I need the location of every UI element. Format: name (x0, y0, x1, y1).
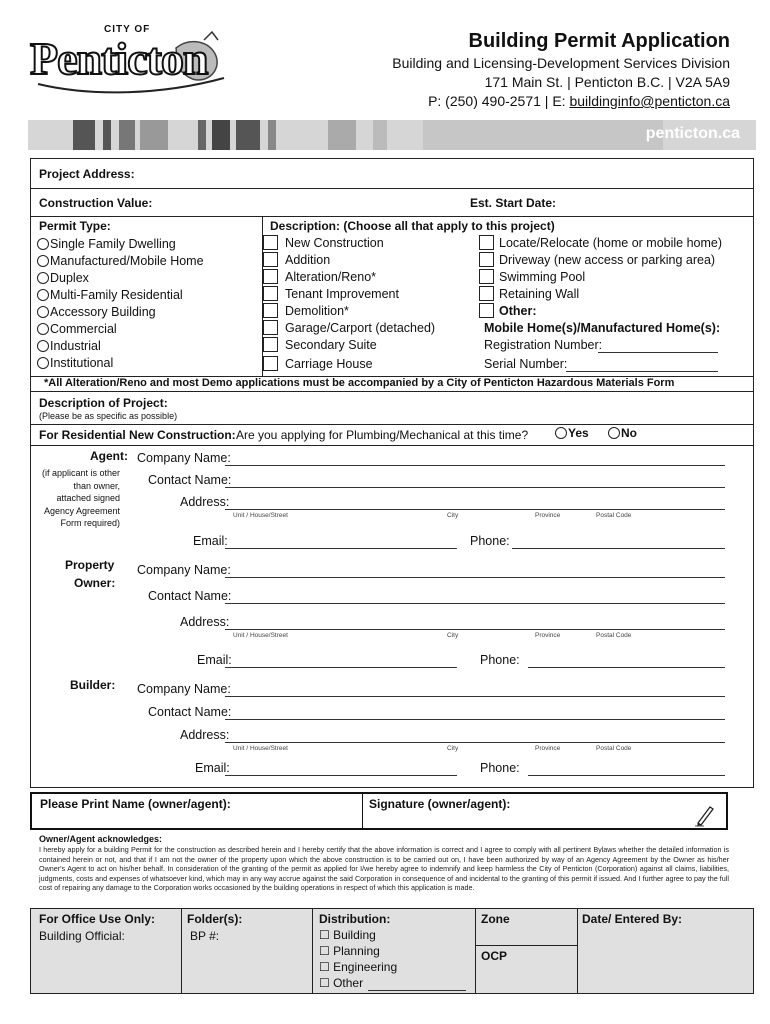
mobile-home-label: Mobile Home(s)/Manufactured Home(s): (484, 321, 721, 335)
desc-option: Demolition* (285, 304, 349, 318)
company-name-input[interactable] (225, 465, 725, 466)
checkbox-icon[interactable] (263, 303, 278, 318)
acknowledge-heading: Owner/Agent acknowledges: (39, 834, 163, 844)
radio-icon[interactable] (37, 238, 49, 250)
residential-label: For Residential New Construction: (39, 428, 236, 442)
owner-label-line1: Property (65, 558, 115, 572)
sub-city: City (447, 512, 459, 519)
checkbox-icon[interactable] (263, 356, 278, 371)
permit-type-list (37, 236, 204, 372)
company-name-input[interactable] (225, 577, 725, 578)
permit-type-label: Permit Type: (39, 219, 111, 233)
permit-type-option[interactable]: Duplex (37, 270, 204, 287)
contact-name-label: Contact Name: (148, 473, 232, 487)
address-label: Address: (180, 495, 230, 509)
sub-province: Province (535, 512, 561, 519)
banner-stripe (373, 120, 387, 150)
date-entered-label: Date/ Entered By: (582, 912, 683, 926)
sub-postal: Postal Code (596, 745, 632, 752)
page-title: Building Permit Application (468, 30, 730, 52)
email-link[interactable]: buildinginfo@penticton.ca (569, 93, 730, 109)
checkbox-icon[interactable] (263, 252, 278, 267)
sub-city: City (447, 745, 459, 752)
distribution-item[interactable]: ☐ Planning (319, 944, 380, 958)
radio-icon[interactable] (37, 340, 49, 352)
sub-city: City (447, 632, 459, 639)
checkbox-icon[interactable] (263, 337, 278, 352)
desc-option: Retaining Wall (499, 287, 580, 301)
banner-stripe (268, 120, 276, 150)
start-date-label: Est. Start Date: (470, 196, 557, 210)
project-address-label: Project Address: (39, 167, 135, 181)
desc-option: Driveway (new access or parking area) (499, 253, 716, 267)
zone-label: Zone (481, 912, 510, 926)
banner-stripe (423, 120, 663, 150)
address-label: Address: (180, 728, 230, 742)
banner-stripe (328, 120, 356, 150)
desc-option-other: Other: (499, 304, 537, 318)
banner-stripe (212, 120, 230, 150)
desc-option: Garage/Carport (detached) (285, 321, 436, 335)
distribution-item[interactable]: ☐ Engineering (319, 960, 398, 974)
radio-icon[interactable] (37, 289, 49, 301)
logo-name-text: Penticton (30, 33, 208, 84)
no-option[interactable]: No (608, 426, 637, 440)
permit-type-option[interactable]: Multi-Family Residential (37, 287, 204, 304)
company-name-label: Company Name: (137, 682, 231, 696)
contact-name-input[interactable] (225, 719, 725, 720)
contact-name-input[interactable] (225, 487, 725, 488)
desc-option: Alteration/Reno* (285, 270, 377, 284)
checkbox-icon[interactable] (263, 269, 278, 284)
email-input[interactable] (225, 548, 457, 549)
permit-type-option[interactable]: Manufactured/Mobile Home (37, 253, 204, 270)
acknowledge-text: I hereby apply for a building Permit for the construction as described herein and I hereby certify that the above information is correct and I agree to comply with all pertinent Bylaws whether the detailed information is contained herein or not, and that if I am not the owner of the property upon which the above construction is to be carried out on, I have been authorized by way of an Agency Agreement by the Owner as his/her Owner's Agent to act on his/her behalf. In consideration of the granting of the permit as applied for I/we hereby agree to indemnify and keep harmless the City of Penticton (Corporation) against all claims, liabilities, judgments, costs and expenses of whatsoever kind, which may in any way accrue against the said Corporation in consequence of and incidental to the granting of this permit if issued. And I further agree to pay the full cost of repairing any damage to the Corporation works occasioned by the building operations in respect of which this application is made. (39, 845, 729, 893)
email-label: Email: (193, 534, 228, 548)
signature-label[interactable]: Signature (owner/agent): (369, 797, 511, 811)
banner-stripe (119, 120, 135, 150)
agent-note: (if applicant is other than owner, attached signed Agency Agreement Form required) (41, 468, 120, 528)
company-name-label: Company Name: (137, 451, 231, 465)
sub-province: Province (535, 632, 561, 639)
radio-icon[interactable] (37, 306, 49, 318)
checkbox-icon[interactable] (263, 320, 278, 335)
permit-type-option[interactable]: Commercial (37, 321, 204, 338)
column-divider (475, 908, 476, 994)
logo-city-text: CITY OF (104, 24, 151, 35)
other-input[interactable] (368, 990, 466, 991)
serial-input[interactable] (566, 371, 718, 372)
phone-input[interactable] (528, 775, 725, 776)
description-hint: (Please be as specific as possible) (39, 411, 178, 421)
registration-label: Registration Number: (484, 338, 603, 352)
construction-value-label: Construction Value: (39, 196, 153, 210)
phone-label: Phone: (480, 761, 520, 775)
address-label: Address: (180, 615, 230, 629)
banner-stripe (236, 120, 260, 150)
contact-name-label: Contact Name: (148, 589, 232, 603)
divider (475, 945, 577, 946)
address-input[interactable] (225, 629, 725, 630)
phone-label: Phone: (470, 534, 510, 548)
desc-option: Secondary Suite (285, 338, 377, 352)
email-input[interactable] (225, 667, 457, 668)
divider (30, 188, 754, 189)
distribution-item[interactable]: ☐ Building (319, 928, 376, 942)
contact-name-input[interactable] (225, 603, 725, 604)
radio-icon[interactable] (37, 323, 49, 335)
sub-unit: Unit / House/Street (233, 745, 288, 752)
description-label: Description of Project: (39, 396, 168, 410)
yes-option[interactable]: Yes (555, 426, 589, 440)
contact-name-label: Contact Name: (148, 705, 232, 719)
phone-label: Phone: (480, 653, 520, 667)
division-text: Building and Licensing-Development Services Division (392, 55, 730, 71)
divider (30, 216, 754, 217)
ocp-label: OCP (481, 949, 508, 963)
checkbox-icon[interactable] (479, 269, 494, 284)
radio-icon[interactable] (555, 427, 567, 439)
address-input[interactable] (225, 509, 725, 510)
address-text: 171 Main St. | Penticton B.C. | V2A 5A9 (484, 74, 730, 90)
building-official-label: Building Official: (39, 929, 125, 943)
logo (28, 18, 228, 100)
radio-icon[interactable] (37, 255, 49, 267)
folders-label: Folder(s): (187, 912, 243, 926)
banner-stripe (103, 120, 111, 150)
sub-unit: Unit / House/Street (233, 512, 288, 519)
banner-stripe (140, 120, 168, 150)
radio-icon[interactable] (608, 427, 620, 439)
column-divider (362, 793, 363, 829)
divider (30, 391, 754, 392)
hazmat-note: *All Alteration/Reno and most Demo applications must be accompanied by a City of Penticton Hazardous Materials Form (44, 377, 675, 389)
residential-question: Are you applying for Plumbing/Mechanical at this time? (236, 428, 529, 442)
sub-postal: Postal Code (596, 512, 632, 519)
desc-option: Locate/Relocate (home or mobile home) (499, 236, 723, 250)
company-name-label: Company Name: (137, 563, 231, 577)
permit-type-option[interactable]: Industrial (37, 338, 204, 355)
phone-input[interactable] (528, 667, 725, 668)
serial-label: Serial Number: (484, 357, 568, 371)
checkbox-icon[interactable] (479, 235, 494, 250)
checkbox-icon[interactable] (479, 303, 494, 318)
desc-option: Addition (285, 253, 331, 267)
desc-option: Swimming Pool (499, 270, 586, 284)
sub-postal: Postal Code (596, 632, 632, 639)
agent-label: Agent: (90, 449, 128, 463)
desc-option: Tenant Improvement (285, 287, 399, 301)
description-choose-label: Description: (Choose all that apply to this project) (270, 219, 555, 233)
banner-site: penticton.ca (645, 125, 740, 142)
email-label: Email: (197, 653, 232, 667)
distribution-label: Distribution: (319, 912, 391, 926)
radio-icon[interactable] (37, 272, 49, 284)
checkbox-icon[interactable] (263, 235, 278, 250)
print-name-label[interactable]: Please Print Name (owner/agent): (40, 797, 231, 811)
bp-label: BP #: (190, 929, 220, 943)
banner-stripe (198, 120, 206, 150)
sub-unit: Unit / House/Street (233, 632, 288, 639)
column-divider (577, 908, 578, 994)
permit-type-option[interactable]: Institutional (37, 355, 204, 372)
contact-line (428, 93, 730, 109)
divider (30, 445, 754, 446)
checkbox-icon[interactable] (263, 286, 278, 301)
phone-text: P: (250) 490-2571 | E: (428, 93, 570, 109)
phone-input[interactable] (512, 548, 725, 549)
email-input[interactable] (225, 775, 457, 776)
column-divider (181, 908, 182, 994)
office-use-label: For Office Use Only: (39, 912, 156, 926)
owner-label-line2: Owner: (74, 576, 116, 590)
registration-input[interactable] (598, 352, 718, 353)
company-name-input[interactable] (225, 696, 725, 697)
builder-label: Builder: (70, 678, 116, 692)
header-banner (28, 120, 756, 150)
desc-option: Carriage House (285, 357, 373, 371)
pen-icon (694, 803, 716, 832)
permit-type-option[interactable]: Single Family Dwelling (37, 236, 204, 253)
desc-option: New Construction (285, 236, 384, 250)
checkbox-icon[interactable] (479, 286, 494, 301)
address-input[interactable] (225, 742, 725, 743)
email-label: Email: (195, 761, 230, 775)
banner-stripe (73, 120, 95, 150)
column-divider (312, 908, 313, 994)
checkbox-icon[interactable] (479, 252, 494, 267)
radio-icon[interactable] (37, 357, 49, 369)
distribution-item[interactable]: ☐ Other (319, 976, 364, 990)
permit-type-option[interactable]: Accessory Building (37, 304, 204, 321)
sub-province: Province (535, 745, 561, 752)
divider (30, 424, 754, 425)
